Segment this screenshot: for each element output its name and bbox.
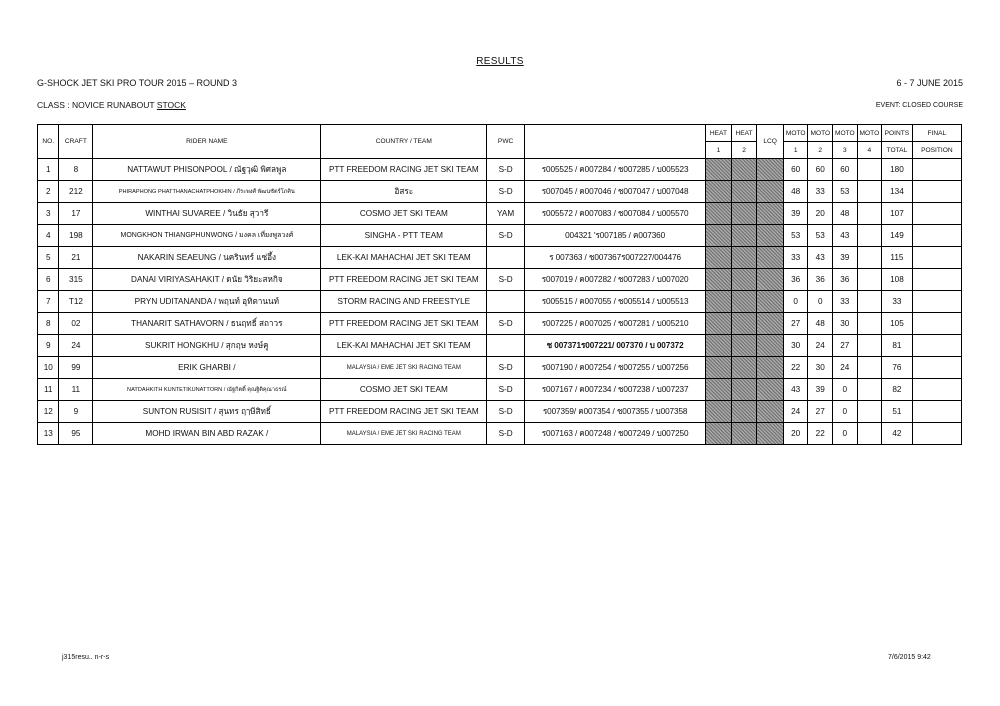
cell-heat-2 <box>731 269 757 291</box>
cell-no: 10 <box>38 357 59 379</box>
cell-registration: 004321 'ร007185 / ค007360 <box>525 225 706 247</box>
cell-heat-2 <box>731 335 757 357</box>
cell-moto-2: 24 <box>808 335 833 357</box>
cell-moto-3: 43 <box>833 225 858 247</box>
cell-moto-1: 39 <box>783 203 808 225</box>
cell-moto-4 <box>857 335 882 357</box>
cell-heat-1 <box>706 379 732 401</box>
col-heat-1: HEAT <box>706 125 732 142</box>
cell-craft: 02 <box>59 313 93 335</box>
cell-rider: SUNTON RUSISIT / สุนทร ฤๅษีสิทธิ์ <box>93 401 321 423</box>
col-points-total: TOTAL <box>882 142 913 159</box>
cell-lcq <box>757 423 784 445</box>
col-team: COUNTRY / TEAM <box>321 125 487 159</box>
cell-team: PTT FREEDOM RACING JET SKI TEAM <box>321 401 487 423</box>
cell-lcq <box>757 335 784 357</box>
cell-moto-4 <box>857 247 882 269</box>
cell-registration: ร007167 / ค007234 / ช007238 / บ007237 <box>525 379 706 401</box>
cell-no: 12 <box>38 401 59 423</box>
cell-lcq <box>757 401 784 423</box>
col-lcq: LCQ <box>757 125 784 159</box>
cell-craft: 99 <box>59 357 93 379</box>
cell-lcq <box>757 379 784 401</box>
cell-pwc: S-D <box>487 181 525 203</box>
cell-moto-4 <box>857 203 882 225</box>
cell-no: 4 <box>38 225 59 247</box>
cell-heat-1 <box>706 357 732 379</box>
cell-registration: ร007019 / ค007282 / ช007283 / บ007020 <box>525 269 706 291</box>
col-registration <box>525 125 706 159</box>
col-heat-2: HEAT <box>731 125 757 142</box>
cell-heat-1 <box>706 203 732 225</box>
cell-no: 6 <box>38 269 59 291</box>
cell-heat-2 <box>731 181 757 203</box>
cell-heat-2 <box>731 291 757 313</box>
cell-final-position <box>912 313 961 335</box>
event-dates: 6 - 7 JUNE 2015 <box>896 78 963 88</box>
cell-heat-2 <box>731 357 757 379</box>
cell-moto-4 <box>857 357 882 379</box>
cell-lcq <box>757 357 784 379</box>
cell-rider: NATDAHKITH KUNTETIKUNATTORN / ณัฐกิตติ์ คุณฐิติคุณาธรณ์ <box>93 379 321 401</box>
cell-pwc <box>487 335 525 357</box>
cell-pwc: S-D <box>487 225 525 247</box>
cell-moto-1: 20 <box>783 423 808 445</box>
cell-final-position <box>912 291 961 313</box>
table-row <box>38 423 962 445</box>
cell-craft: 198 <box>59 225 93 247</box>
cell-no: 7 <box>38 291 59 313</box>
table-row <box>38 379 962 401</box>
cell-lcq <box>757 225 784 247</box>
results-table <box>37 124 962 445</box>
cell-no: 3 <box>38 203 59 225</box>
table-row <box>38 313 962 335</box>
cell-lcq <box>757 247 784 269</box>
cell-lcq <box>757 181 784 203</box>
cell-pwc: S-D <box>487 313 525 335</box>
cell-pwc: S-D <box>487 357 525 379</box>
cell-final-position <box>912 203 961 225</box>
cell-moto-3: 0 <box>833 423 858 445</box>
cell-lcq <box>757 291 784 313</box>
table-row <box>38 181 962 203</box>
cell-rider: MONGKHON THIANGPHUNWONG / มงคล เที่ยงพูลวงศ์ <box>93 225 321 247</box>
cell-final-position <box>912 401 961 423</box>
cell-registration: ช 007371ร007221/ 007370 / บ 007372 <box>525 335 706 357</box>
cell-rider: SUKRIT HONGKHU / สุกฤษ หงษ์คู <box>93 335 321 357</box>
cell-craft: 24 <box>59 335 93 357</box>
cell-moto-4 <box>857 225 882 247</box>
cell-no: 2 <box>38 181 59 203</box>
cell-heat-2 <box>731 159 757 181</box>
cell-team: PTT FREEDOM RACING JET SKI TEAM <box>321 313 487 335</box>
cell-total: 76 <box>882 357 913 379</box>
cell-heat-2 <box>731 225 757 247</box>
footer-filename: j315resu.. n-r-s <box>62 654 110 661</box>
cell-moto-3: 0 <box>833 401 858 423</box>
cell-craft: 212 <box>59 181 93 203</box>
cell-pwc: S-D <box>487 423 525 445</box>
cell-moto-1: 30 <box>783 335 808 357</box>
cell-moto-4 <box>857 159 882 181</box>
cell-moto-2: 22 <box>808 423 833 445</box>
cell-pwc: S-D <box>487 379 525 401</box>
cell-heat-1 <box>706 247 732 269</box>
cell-heat-1 <box>706 401 732 423</box>
cell-pwc: YAM <box>487 203 525 225</box>
cell-no: 8 <box>38 313 59 335</box>
cell-moto-4 <box>857 291 882 313</box>
cell-team: STORM RACING AND FREESTYLE <box>321 291 487 313</box>
cell-total: 107 <box>882 203 913 225</box>
col-moto-2-num: 2 <box>808 142 833 159</box>
cell-rider: THANARIT SATHAVORN / ธนฤทธิ์ สถาวร <box>93 313 321 335</box>
table-row <box>38 357 962 379</box>
cell-heat-2 <box>731 203 757 225</box>
cell-moto-4 <box>857 379 882 401</box>
cell-total: 108 <box>882 269 913 291</box>
cell-team: MALAYSIA / EME JET SKI RACING TEAM <box>321 423 487 445</box>
col-heat-1-num: 1 <box>706 142 732 159</box>
cell-no: 5 <box>38 247 59 269</box>
cell-total: 149 <box>882 225 913 247</box>
cell-total: 33 <box>882 291 913 313</box>
cell-rider: ERIK GHARBI / <box>93 357 321 379</box>
cell-rider: NAKARIN SEAEUNG / นครินทร์ แซ่อึ้ง <box>93 247 321 269</box>
cell-final-position <box>912 181 961 203</box>
event-name: G-SHOCK JET SKI PRO TOUR 2015 – ROUND 3 <box>37 78 238 88</box>
cell-moto-1: 36 <box>783 269 808 291</box>
cell-no: 9 <box>38 335 59 357</box>
cell-registration: ร007163 / ค007248 / ช007249 / บ007250 <box>525 423 706 445</box>
cell-moto-2: 0 <box>808 291 833 313</box>
cell-registration: ร005515 / ค007055 / ช005514 / บ005513 <box>525 291 706 313</box>
cell-total: 180 <box>882 159 913 181</box>
cell-moto-1: 22 <box>783 357 808 379</box>
cell-pwc <box>487 291 525 313</box>
cell-registration: ร005572 / ค007083 / ช007084 / บ005570 <box>525 203 706 225</box>
cell-heat-1 <box>706 313 732 335</box>
cell-moto-3: 27 <box>833 335 858 357</box>
cell-team: COSMO JET SKI TEAM <box>321 379 487 401</box>
cell-moto-1: 33 <box>783 247 808 269</box>
event-course: EVENT: CLOSED COURSE <box>875 102 963 109</box>
cell-moto-2: 60 <box>808 159 833 181</box>
cell-pwc <box>487 247 525 269</box>
cell-team: SINGHA - PTT TEAM <box>321 225 487 247</box>
page-title: RESULTS <box>476 56 524 67</box>
cell-lcq <box>757 313 784 335</box>
cell-team: LEK-KAI MAHACHAI JET SKI TEAM <box>321 247 487 269</box>
cell-moto-3: 0 <box>833 379 858 401</box>
cell-pwc: S-D <box>487 401 525 423</box>
cell-registration: ร007045 / ค007046 / ช007047 / บ007048 <box>525 181 706 203</box>
cell-moto-1: 53 <box>783 225 808 247</box>
cell-registration: ร007190 / ค007254 / ช007255 / บ007256 <box>525 357 706 379</box>
cell-team: LEK-KAI MAHACHAI JET SKI TEAM <box>321 335 487 357</box>
cell-no: 1 <box>38 159 59 181</box>
cell-heat-1 <box>706 423 732 445</box>
cell-team: COSMO JET SKI TEAM <box>321 203 487 225</box>
col-moto-1: MOTO <box>783 125 808 142</box>
cell-lcq <box>757 159 784 181</box>
col-moto-3-num: 3 <box>833 142 858 159</box>
cell-moto-2: 39 <box>808 379 833 401</box>
cell-moto-3: 48 <box>833 203 858 225</box>
cell-craft: T12 <box>59 291 93 313</box>
cell-lcq <box>757 269 784 291</box>
cell-rider: WINTHAI SUVAREE / วินธัย สุวารี <box>93 203 321 225</box>
col-moto-3: MOTO <box>833 125 858 142</box>
cell-moto-2: 43 <box>808 247 833 269</box>
cell-craft: 17 <box>59 203 93 225</box>
cell-lcq <box>757 203 784 225</box>
cell-moto-2: 30 <box>808 357 833 379</box>
col-final-position: POSITION <box>912 142 961 159</box>
cell-final-position <box>912 357 961 379</box>
cell-moto-2: 20 <box>808 203 833 225</box>
cell-final-position <box>912 269 961 291</box>
cell-heat-2 <box>731 379 757 401</box>
cell-final-position <box>912 159 961 181</box>
cell-registration: ร005525 / ค007284 / ช007285 / บ005523 <box>525 159 706 181</box>
cell-moto-2: 33 <box>808 181 833 203</box>
cell-final-position <box>912 379 961 401</box>
cell-total: 105 <box>882 313 913 335</box>
table-row <box>38 401 962 423</box>
cell-moto-2: 48 <box>808 313 833 335</box>
cell-total: 42 <box>882 423 913 445</box>
col-final: FINAL <box>912 125 961 142</box>
cell-moto-3: 53 <box>833 181 858 203</box>
class-prefix: CLASS : NOVICE RUNABOUT <box>37 100 157 110</box>
table-row <box>38 247 962 269</box>
cell-heat-1 <box>706 159 732 181</box>
col-pwc: PWC <box>487 125 525 159</box>
cell-no: 13 <box>38 423 59 445</box>
cell-heat-2 <box>731 423 757 445</box>
table-row <box>38 335 962 357</box>
cell-rider: MOHD IRWAN BIN ABD RAZAK / <box>93 423 321 445</box>
cell-heat-1 <box>706 181 732 203</box>
cell-craft: 315 <box>59 269 93 291</box>
table-row <box>38 225 962 247</box>
cell-moto-1: 48 <box>783 181 808 203</box>
cell-final-position <box>912 335 961 357</box>
cell-moto-2: 27 <box>808 401 833 423</box>
col-moto-1-num: 1 <box>783 142 808 159</box>
cell-moto-3: 39 <box>833 247 858 269</box>
cell-heat-1 <box>706 269 732 291</box>
cell-team: PTT FREEDOM RACING JET SKI TEAM <box>321 159 487 181</box>
cell-team: PTT FREEDOM RACING JET SKI TEAM <box>321 269 487 291</box>
cell-rider: NATTAWUT PHISONPOOL / ณัฐวุฒิ พิศลพูล <box>93 159 321 181</box>
cell-total: 51 <box>882 401 913 423</box>
cell-moto-1: 43 <box>783 379 808 401</box>
cell-team: MALAYSIA / EME JET SKI RACING TEAM <box>321 357 487 379</box>
cell-total: 134 <box>882 181 913 203</box>
cell-heat-1 <box>706 291 732 313</box>
cell-heat-1 <box>706 335 732 357</box>
footer-timestamp: 7/6/2015 9:42 <box>888 654 931 661</box>
cell-moto-1: 0 <box>783 291 808 313</box>
table-row <box>38 291 962 313</box>
class-label <box>37 100 186 110</box>
cell-moto-3: 60 <box>833 159 858 181</box>
cell-moto-3: 24 <box>833 357 858 379</box>
cell-moto-4 <box>857 401 882 423</box>
cell-moto-3: 36 <box>833 269 858 291</box>
cell-final-position <box>912 247 961 269</box>
cell-moto-3: 33 <box>833 291 858 313</box>
col-moto-4: MOTO <box>857 125 882 142</box>
cell-final-position <box>912 225 961 247</box>
cell-moto-2: 53 <box>808 225 833 247</box>
cell-pwc: S-D <box>487 159 525 181</box>
cell-heat-2 <box>731 247 757 269</box>
cell-pwc: S-D <box>487 269 525 291</box>
col-craft: CRAFT <box>59 125 93 159</box>
table-row <box>38 159 962 181</box>
col-rider: RIDER NAME <box>93 125 321 159</box>
cell-registration: ร007225 / ค007025 / ช007281 / บ005210 <box>525 313 706 335</box>
cell-registration: ร 007363 / ช007367ร007227/004476 <box>525 247 706 269</box>
cell-moto-2: 36 <box>808 269 833 291</box>
cell-craft: 95 <box>59 423 93 445</box>
col-heat-2-num: 2 <box>731 142 757 159</box>
cell-rider: PHIRAPHONG PHATTHANACHATPHOKHIN / ภีระพงศ์ พัฒนชัตร์โภคิน <box>93 181 321 203</box>
col-no: NO. <box>38 125 59 159</box>
col-moto-4-num: 4 <box>857 142 882 159</box>
cell-moto-4 <box>857 313 882 335</box>
cell-team: อิสระ <box>321 181 487 203</box>
header-row-1 <box>38 125 962 142</box>
col-moto-2: MOTO <box>808 125 833 142</box>
table-row <box>38 203 962 225</box>
cell-moto-3: 30 <box>833 313 858 335</box>
cell-moto-4 <box>857 423 882 445</box>
cell-rider: PRYN UDITANANDA / พฤนท์ อุทิตานนท์ <box>93 291 321 313</box>
cell-moto-1: 27 <box>783 313 808 335</box>
class-stock: STOCK <box>156 100 186 110</box>
cell-craft: 11 <box>59 379 93 401</box>
cell-registration: ร007359/ ค007354 / ช007355 / บ007358 <box>525 401 706 423</box>
col-points: POINTS <box>882 125 913 142</box>
cell-craft: 8 <box>59 159 93 181</box>
cell-final-position <box>912 423 961 445</box>
cell-rider: DANAI VIRIYASAHAKIT / ดนัย วิริยะสหกิจ <box>93 269 321 291</box>
cell-moto-1: 24 <box>783 401 808 423</box>
cell-heat-2 <box>731 313 757 335</box>
cell-total: 115 <box>882 247 913 269</box>
table-row <box>38 269 962 291</box>
cell-craft: 9 <box>59 401 93 423</box>
cell-moto-4 <box>857 269 882 291</box>
cell-total: 82 <box>882 379 913 401</box>
cell-moto-1: 60 <box>783 159 808 181</box>
cell-total: 81 <box>882 335 913 357</box>
cell-craft: 21 <box>59 247 93 269</box>
cell-no: 11 <box>38 379 59 401</box>
cell-heat-2 <box>731 401 757 423</box>
cell-moto-4 <box>857 181 882 203</box>
cell-heat-1 <box>706 225 732 247</box>
